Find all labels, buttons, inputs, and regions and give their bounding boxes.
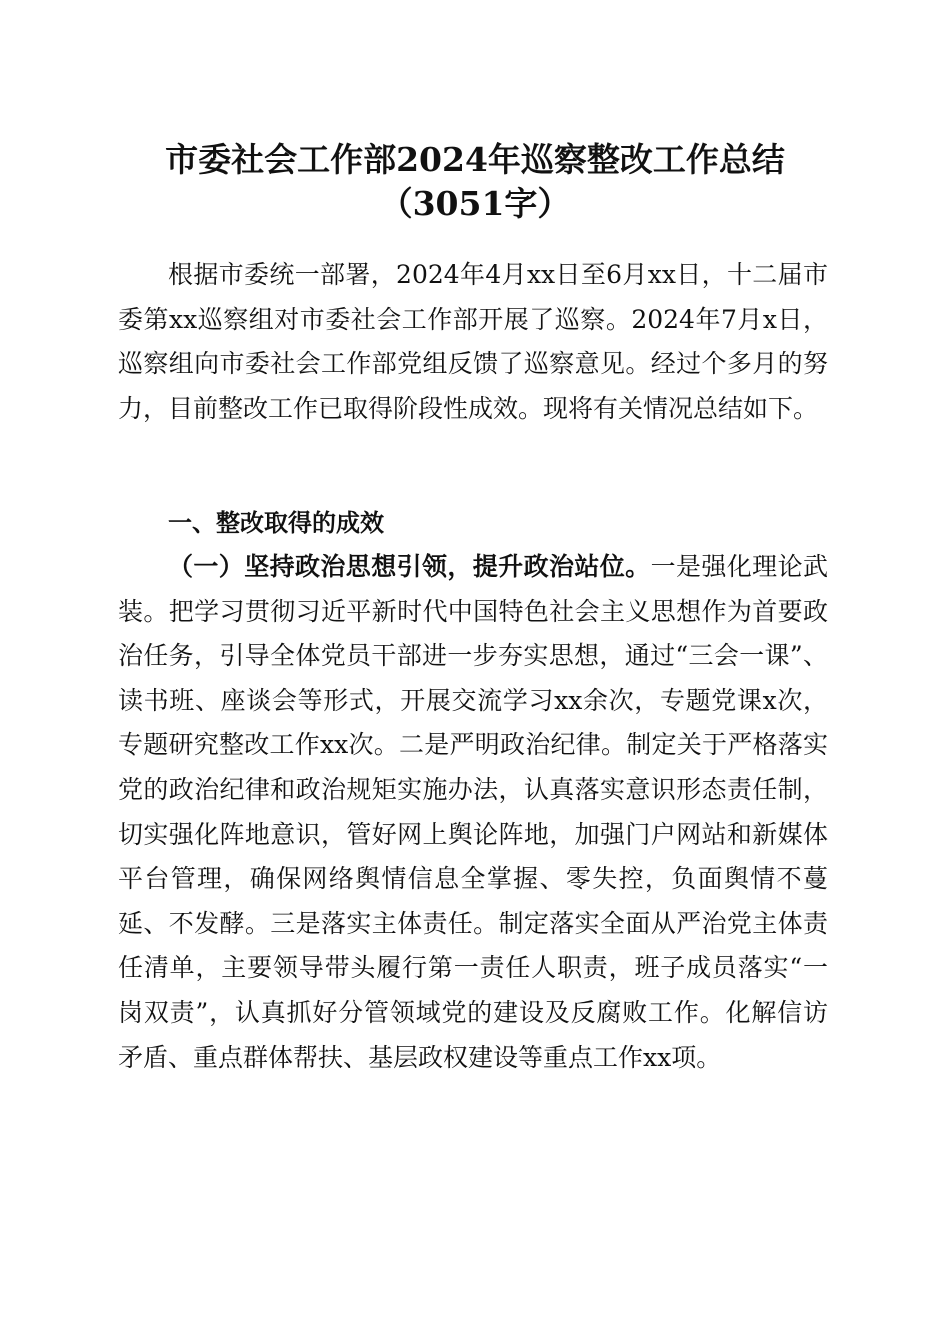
section-heading: 一、整改取得的成效 xyxy=(168,509,384,537)
subsection-body: 一是强化理论武装。把学习贯彻习近平新时代中国特色社会主义思想作为首要政治任务，引导全体党员干部进一步夯实思想，通过“三会一课”、读书班、座谈会等形式，开展交流学习xx余次，专题党课x次，专题研究整改工作xx次。二是严明政治纪律。制定关于严格落实党的政治纪律和政治规矩实施办法，认真落实意识形态责任制，切实强化阵地意识，管好网上舆论阵地，加强门户网站和新媒体平台管理，确保网络舆情信息全掌握、零失控，负面舆情不蔓延、不发酵。三是落实主体责任。制定落实全面从严治党主体责任清单，主要领导带头履行第一责任人职责，班子成员落实“一岗双责”，认真抓好分管领域党的建设及反腐败工作。化解信访矛盾、重点群体帮扶、基层政权建设等重点工作xx项。 xyxy=(118,552,828,1072)
document-title: 市委社会工作部2024年巡察整改工作总结 xyxy=(165,140,785,179)
intro-paragraph: 根据市委统一部署，2024年4月xx日至6月xx日，十二届市委第xx巡察组对市委社会工作部开展了巡察。2024年7月x日，巡察组向市委社会工作部党组反馈了巡察意见。经过个多月的努力，目前整改工作已取得阶段性成效。现将有关情况总结如下。 xyxy=(118,260,828,423)
document-title-wordcount: （3051字） xyxy=(379,184,571,223)
subsection-paragraph xyxy=(118,545,828,1080)
subsection-lead: （一）坚持政治思想引领，提升政治站位。 xyxy=(168,552,651,581)
